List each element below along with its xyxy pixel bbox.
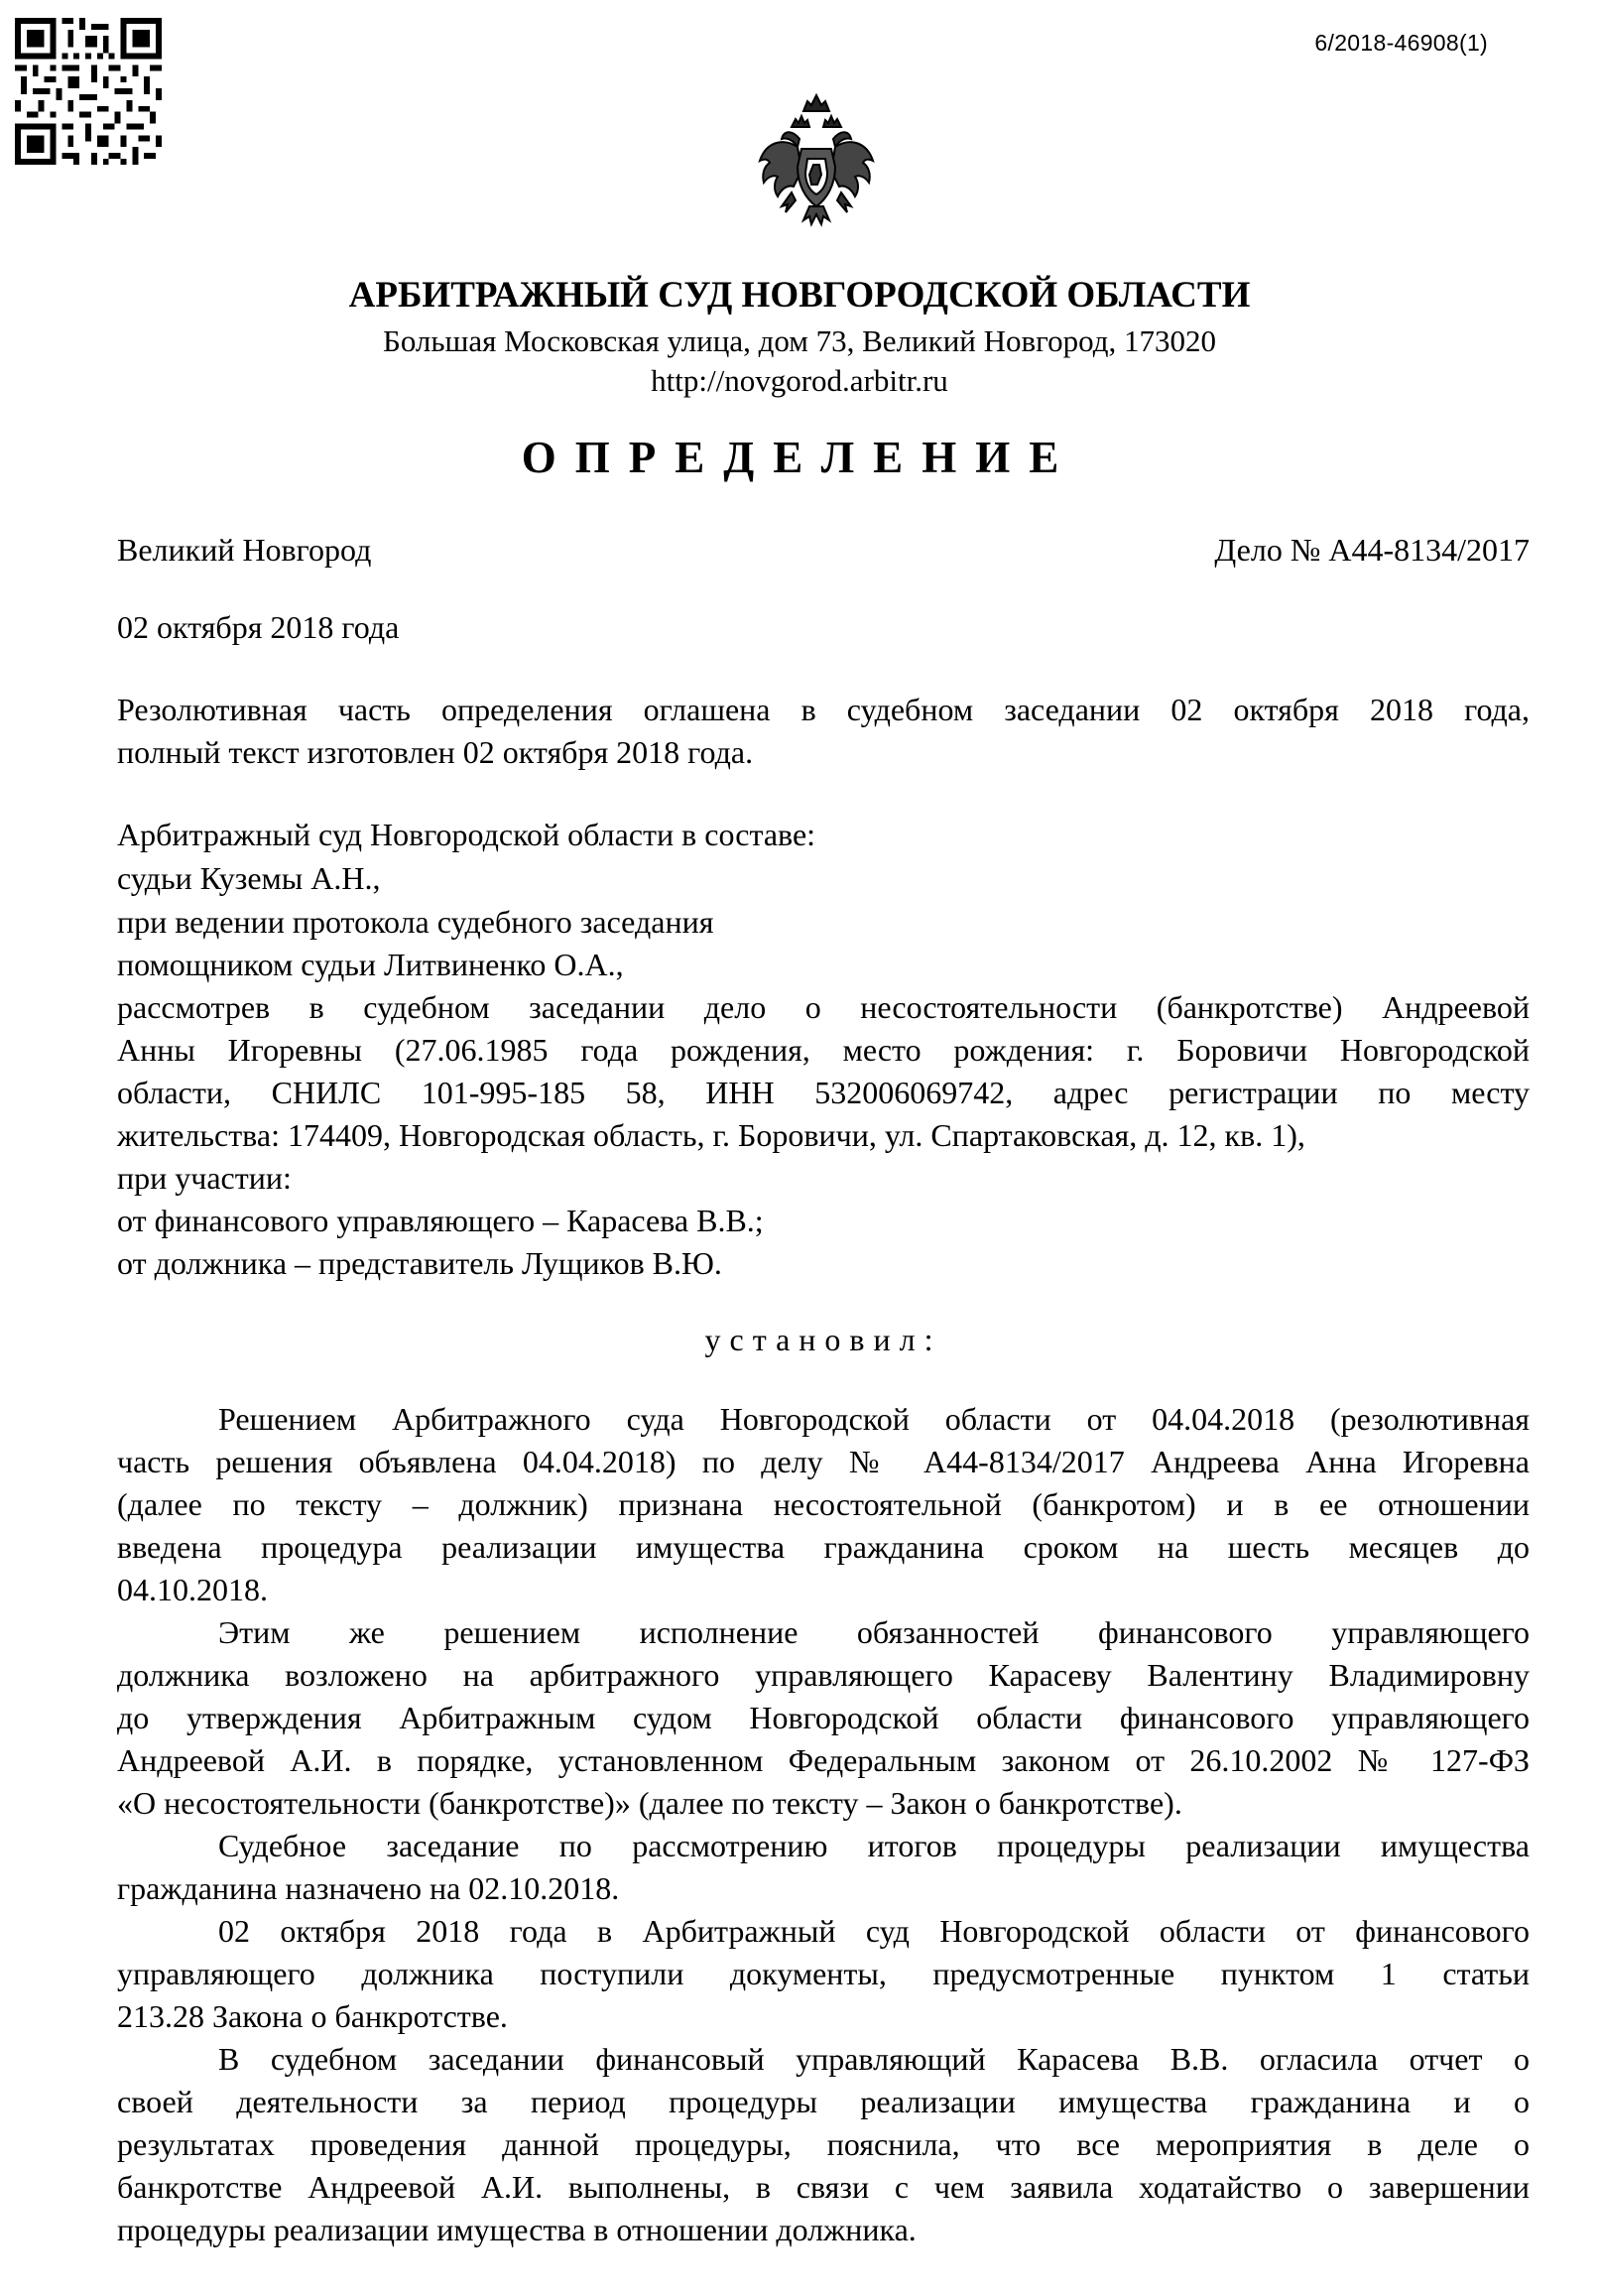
paragraph-line: процедуры реализации имущества в отношении должника. (117, 2212, 917, 2247)
paragraph-line: до утверждения Арбитражным судом Новгородской области финансового управляющего (117, 1700, 1530, 1735)
paragraph-line: гражданина назначено на 02.10.2018. (117, 1870, 620, 1906)
composition-line: рассмотрев в судебном заседании дело о несостоятельности (банкротстве) Андреевой (117, 989, 1530, 1025)
coat-of-arms-icon (752, 89, 881, 238)
composition-line: судьи Куземы А.Н., (117, 860, 381, 896)
court-address: Большая Московская улица, дом 73, Великий Новгород, 173020 (383, 323, 1216, 358)
composition-line: при участии: (117, 1160, 292, 1196)
court-website: http://novgorod.arbitr.ru (651, 363, 948, 398)
paragraph-line: 02 октября 2018 года в Арбитражный суд Новгородской области от финансового (218, 1913, 1530, 1949)
composition-line: Арбитражный суд Новгородской области в составе: (117, 817, 816, 852)
paragraph-line: 213.28 Закона о банкротстве. (117, 1998, 508, 2034)
paragraph-line: введена процедура реализации имущества гражданина сроком на шесть месяцев до (117, 1529, 1530, 1565)
paragraph-line: Этим же решением исполнение обязанностей финансового управляющего (218, 1614, 1530, 1650)
paragraph-line: Решением Арбитражного суда Новгородской области от 04.04.2018 (резолютивная (218, 1401, 1530, 1437)
composition-line: от финансового управляющего – Карасева В.В.; (117, 1203, 764, 1238)
paragraph-line: Андреевой А.И. в порядке, установленном Федеральным законом от 26.10.2002 № 127-ФЗ (117, 1742, 1530, 1778)
court-name: АРБИТРАЖНЫЙ СУД НОВГОРОДСКОЙ ОБЛАСТИ (348, 275, 1251, 316)
paragraph-line: своей деятельности за период процедуры реализации имущества гражданина и о (117, 2084, 1530, 2119)
paragraph-line: Судебное заседание по рассмотрению итогов процедуры реализации имущества (218, 1828, 1530, 1863)
established-heading: установил: (704, 1322, 942, 1357)
case-number: Дело № А44-8134/2017 (1214, 532, 1530, 568)
paragraph-line: 04.10.2018. (117, 1572, 268, 1607)
composition-line: помощником судьи Литвиненко О.А., (117, 947, 624, 982)
paragraph-line: банкротстве Андреевой А.И. выполнены, в связи с чем заявила ходатайство о завершении (117, 2169, 1530, 2205)
composition-line: при ведении протокола судебного заседания (117, 904, 714, 940)
place-of-issue: Великий Новгород (117, 532, 372, 568)
paragraph-line: результатах проведения данной процедуры, пояснила, что все мероприятия в деле о (117, 2126, 1530, 2162)
composition-line: области, СНИЛС 101-995-185 58, ИНН 532006069742, адрес регистрации по месту (117, 1075, 1530, 1110)
paragraph-line: должника возложено на арбитражного управляющего Карасеву Валентину Владимировну (117, 1657, 1530, 1693)
paragraph-line: управляющего должника поступили документы, предусмотренные пунктом 1 статьи (117, 1956, 1530, 1991)
paragraph-line: (далее по тексту – должник) признана несостоятельной (банкротом) и в ее отношении (117, 1486, 1530, 1522)
qr-code (15, 18, 162, 165)
composition-line: Анны Игоревны (27.06.1985 года рождения, место рождения: г. Боровичи Новгородской (117, 1032, 1530, 1068)
paragraph-line: «О несостоятельности (банкротстве)» (далее по тексту – Закон о банкротстве). (117, 1785, 1182, 1821)
announcement-line: полный текст изготовлен 02 октября 2018 года. (117, 734, 754, 770)
paragraph-line: часть решения объявлена 04.04.2018) по делу № А44-8134/2017 Андреева Анна Игоревна (117, 1444, 1530, 1479)
document-date: 02 октября 2018 года (117, 609, 400, 645)
document-number: 6/2018-46908(1) (1314, 30, 1488, 56)
composition-line: жительства: 174409, Новгородская область, г. Боровичи, ул. Спартаковская, д. 12, кв. 1), (117, 1117, 1305, 1153)
composition-line: от должника – представитель Лущиков В.Ю. (117, 1245, 722, 1281)
announcement-line: Резолютивная часть определения оглашена в судебном заседании 02 октября 2018 года, (117, 692, 1530, 727)
paragraph-line: В судебном заседании финансовый управляющий Карасева В.В. огласила отчет о (218, 2041, 1530, 2077)
document-type-heading: ОПРЕДЕЛЕНИЕ (521, 433, 1078, 482)
